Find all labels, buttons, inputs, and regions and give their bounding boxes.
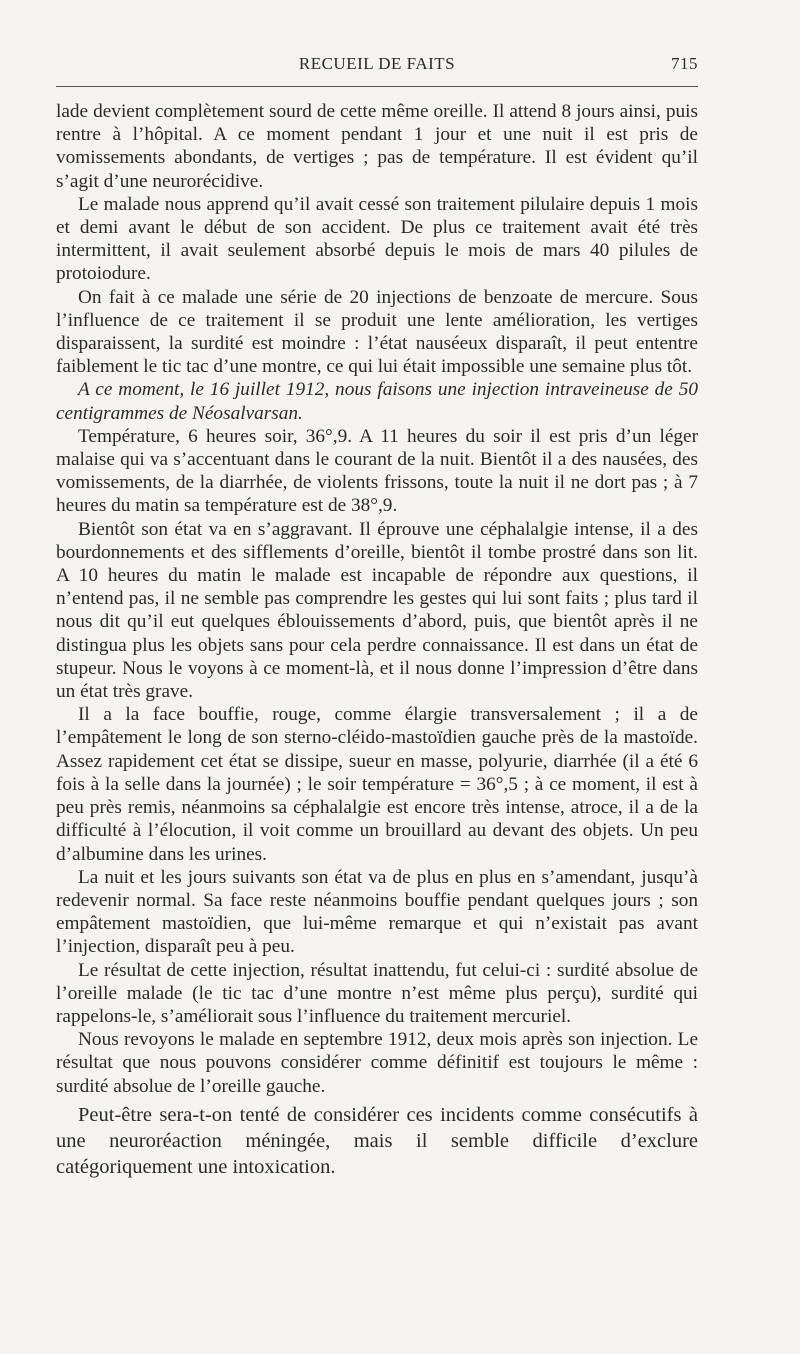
paragraph-7: Il a la face bouffie, rouge, comme élargie transversalement ; il a de l’empâtement le long de son sterno-cléido-mastoïdien gauche près de la mastoïde. Assez rapidement cet état se dissipe, sueur en masse, polyurie, diarrhée (il a été 6 fois à la selle dans la journée) ; le soir température = 36°,5 ; à ce moment, il est à peu près remis, néanmoins sa céphalalgie est encore très intense, atroce, il a de la difficulté à l’élocution, il voit comme un brouillard au devant des objets. Un peu d’albumine dans les urines.	[56, 704, 698, 865]
running-title: RECUEIL DE FAITS	[298, 54, 456, 73]
page-body	[56, 100, 698, 1180]
page-number: 715	[671, 54, 698, 73]
paragraph-2: Le malade nous apprend qu’il avait cessé son traitement pilulaire depuis 1 mois et demi avant le début de son accident. De plus ce traitement avait été très intermittent, il avait seulement absorbé depuis le mois de mars 40 pilules de protoiodure.	[56, 193, 698, 285]
paragraph-10: Nous revoyons le malade en septembre 1912, deux mois après son injection. Le résultat que nous pouvons considérer comme définitif est toujours le même : surdité absolue de l’oreille gauche.	[56, 1029, 698, 1097]
paragraph-9: Le résultat de cette injection, résultat inattendu, fut celui-ci : surdité absolue de l’oreille malade (le tic tac d’une montre n’est même plus perçu), surdité qui rappelons-le, s’améliorait sous l’influence du traitement mercuriel.	[56, 959, 698, 1027]
paragraph-3: On fait à ce malade une série de 20 injections de benzoate de mercure. Sous l’influence de ce traitement il se produit une lente amélioration, les vertiges disparaissent, la surdité est moindre : l’état nauséeux disparaît, il peut ententre faiblement le tic tac d’une montre, ce qui lui était impossible une semaine plus tôt.	[56, 286, 698, 378]
running-head	[56, 54, 698, 78]
header-rule	[56, 86, 698, 87]
paragraph-6: Bientôt son état va en s’aggravant. Il éprouve une céphalalgie intense, il a des bourdonnements et des sifflements d’oreille, bientôt il tombe prostré dans son lit. A 10 heures du matin le malade est incapable de répondre aux questions, il n’entend pas, il ne semble pas comprendre les gestes qui lui sont faits ; plus tard il nous dit qu’il eut quelques éblouissements d’abord, puis, que bientôt après il ne distingua plus les objets sans pour cela perdre connaissance. Il est dans un état de stupeur. Nous le voyons à ce moment-là, et il nous donne l’impression d’être dans un état très grave.	[56, 518, 698, 703]
paragraph-11-closing: Peut-être sera-t-on tenté de considérer ces incidents comme consécutifs à une neuroréaction méningée, mais il semble difficile d’exclure catégoriquement une intoxication.	[56, 1103, 698, 1178]
paragraph-1: lade devient complètement sourd de cette même oreille. Il attend 8 jours ainsi, puis rentre à l’hôpital. A ce moment pendant 1 jour et une nuit il est pris de vomissements abondants, de vertiges ; pas de température. Il est évident qu’il s’agit d’une neurorécidive.	[56, 101, 698, 192]
paragraph-4-italic: A ce moment, le 16 juillet 1912, nous faisons une injection intraveineuse de 50 centigrammes de Néosalvarsan.	[56, 379, 698, 424]
paragraph-8: La nuit et les jours suivants son état va de plus en plus en s’amendant, jusqu’à redevenir normal. Sa face reste néanmoins bouffie pendant quelques jours ; son empâtement mastoïdien, que lui-même remarque et qui n’existait pas avant l’injection, disparaît peu à peu.	[56, 866, 698, 958]
paragraph-5: Température, 6 heures soir, 36°,9. A 11 heures du soir il est pris d’un léger malaise qui va s’accentuant dans le courant de la nuit. Bientôt il a des nausées, des vomissements, de la diarrhée, de violents frissons, toute la nuit il ne dort pas ; à 7 heures du matin sa température est de 38°,9.	[56, 425, 698, 517]
